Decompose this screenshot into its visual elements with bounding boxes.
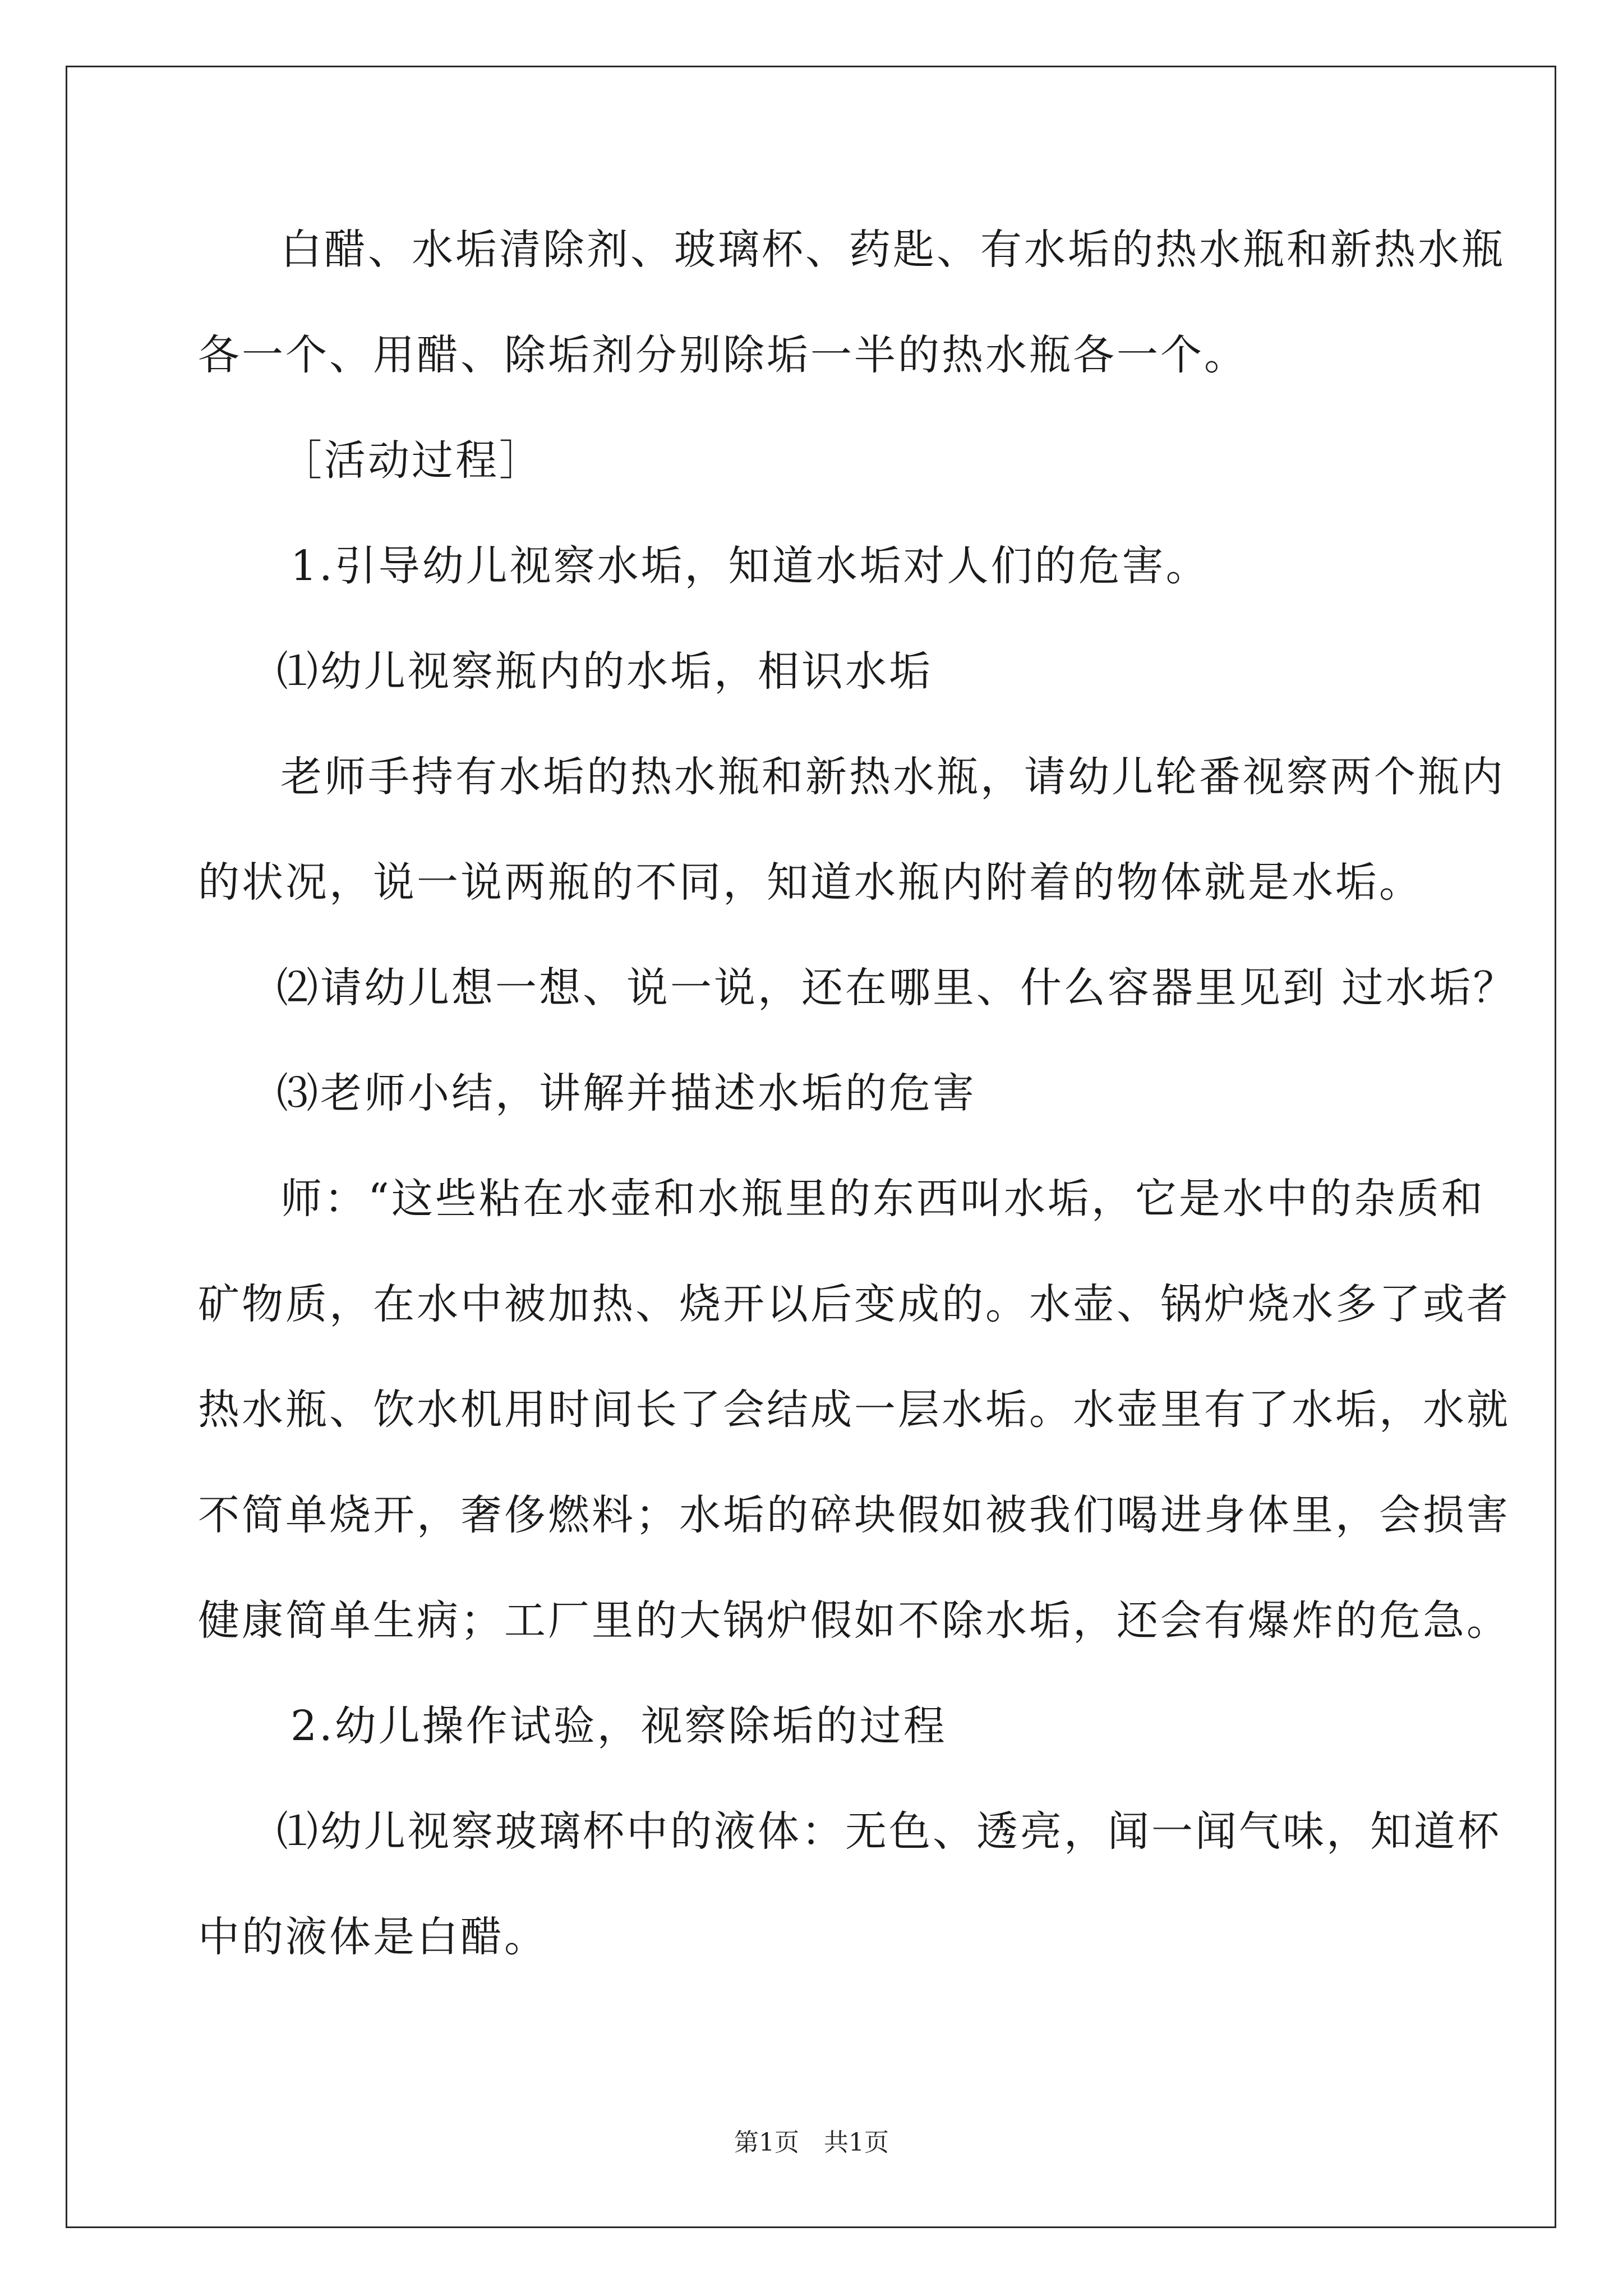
step-heading: 1.引导幼儿视察水垢，知道水垢对人们的危害。 [291,542,1210,590]
paragraph-line: 不简单烧开，奢侈燃料；水垢的碎块假如被我们喝进身体里，会损害 [198,1491,1510,1539]
paragraph-line: 师：“这些粘在水壶和水瓶里的东西叫水垢，它是水中的杂质和 [280,1175,1485,1223]
paragraph-line: 各一个、用醋、除垢剂分别除垢一半的热水瓶各一个。 [198,331,1248,379]
step-heading: 2.幼儿操作试验，视察除垢的过程 [291,1702,947,1750]
paragraph-line: 中的液体是白醋。 [198,1913,548,1961]
paragraph-line: 健康简单生病；工厂里的大锅炉假如不除水垢，还会有爆炸的危急。 [198,1596,1510,1645]
sub-step: ⑵请幼儿想一想、说一说，还在哪里、什么容器里见到 过水垢？ [276,964,1517,1012]
sub-step: ⑴幼儿视察玻璃杯中的液体：无色、透亮，闻一闻气味，知道杯 [276,1807,1501,1856]
paragraph-line: 白醋、水垢清除剂、玻璃杯、药匙、有水垢的热水瓶和新热水瓶 [280,226,1505,274]
section-heading: ［活动过程］ [280,436,543,485]
paragraph-line: 的状况，说一说两瓶的不同，知道水瓶内附着的物体就是水垢。 [198,858,1423,907]
page-number-footer: 第1页 共1页 [734,2128,889,2157]
paragraph-line: 热水瓶、饮水机用时间长了会结成一层水垢。水壶里有了水垢，水就 [198,1386,1510,1434]
page-border [66,66,1556,2228]
sub-step: ⑶老师小结，讲解并描述水垢的危害 [276,1069,976,1117]
paragraph-line: 老师手持有水垢的热水瓶和新热水瓶，请幼儿轮番视察两个瓶内 [280,753,1505,801]
paragraph-line: 矿物质，在水中被加热、烧开以后变成的。水壶、锅炉烧水多了或者 [198,1280,1510,1328]
sub-step: ⑴幼儿视察瓶内的水垢，相识水垢 [276,647,933,696]
